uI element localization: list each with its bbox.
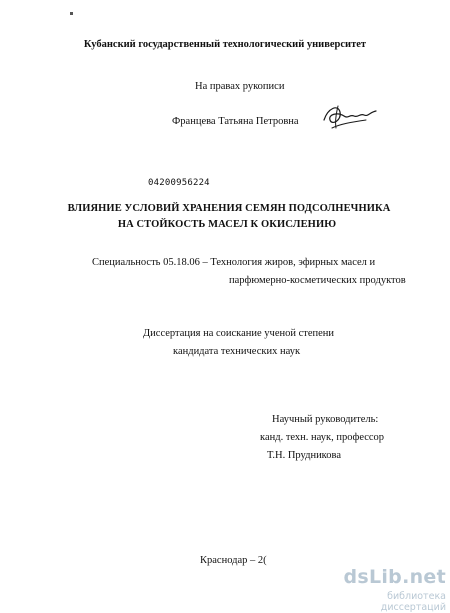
dissertation-line-1: Диссертация на соискание ученой степени — [143, 328, 335, 339]
scan-artifact — [70, 12, 73, 15]
specialty-line-1: Специальность 05.18.06 – Технология жиров, эфирных масел и — [92, 257, 376, 268]
city-year: Краснодар – 2( — [200, 555, 267, 566]
author-name: Францева Татьяна Петровна — [172, 116, 299, 127]
registration-number: 04200956224 — [148, 178, 210, 188]
manuscript-note: На правах рукописи — [195, 81, 285, 92]
university-name: Кубанский государственный технологический университет — [83, 39, 367, 50]
dissertation-line-2: кандидата технических наук — [173, 346, 301, 357]
thesis-title-line-2: НА СТОЙКОСТЬ МАСЕЛ К ОКИСЛЕНИЮ — [117, 219, 337, 230]
watermark[interactable] — [320, 566, 446, 613]
watermark-logo[interactable]: dsLib.net — [343, 566, 446, 588]
advisor-name: Т.Н. Прудникова — [267, 450, 341, 461]
advisor-degree: канд. техн. наук, профессор — [260, 432, 385, 443]
advisor-label: Научный руководитель: — [272, 414, 379, 425]
signature-icon — [318, 98, 380, 134]
specialty-line-2: парфюмерно-косметических продуктов — [229, 275, 406, 286]
watermark-subtitle: библиотека диссертаций — [380, 591, 446, 613]
thesis-title-line-1: ВЛИЯНИЕ УСЛОВИЙ ХРАНЕНИЯ СЕМЯН ПОДСОЛНЕЧНИКА — [67, 203, 391, 214]
